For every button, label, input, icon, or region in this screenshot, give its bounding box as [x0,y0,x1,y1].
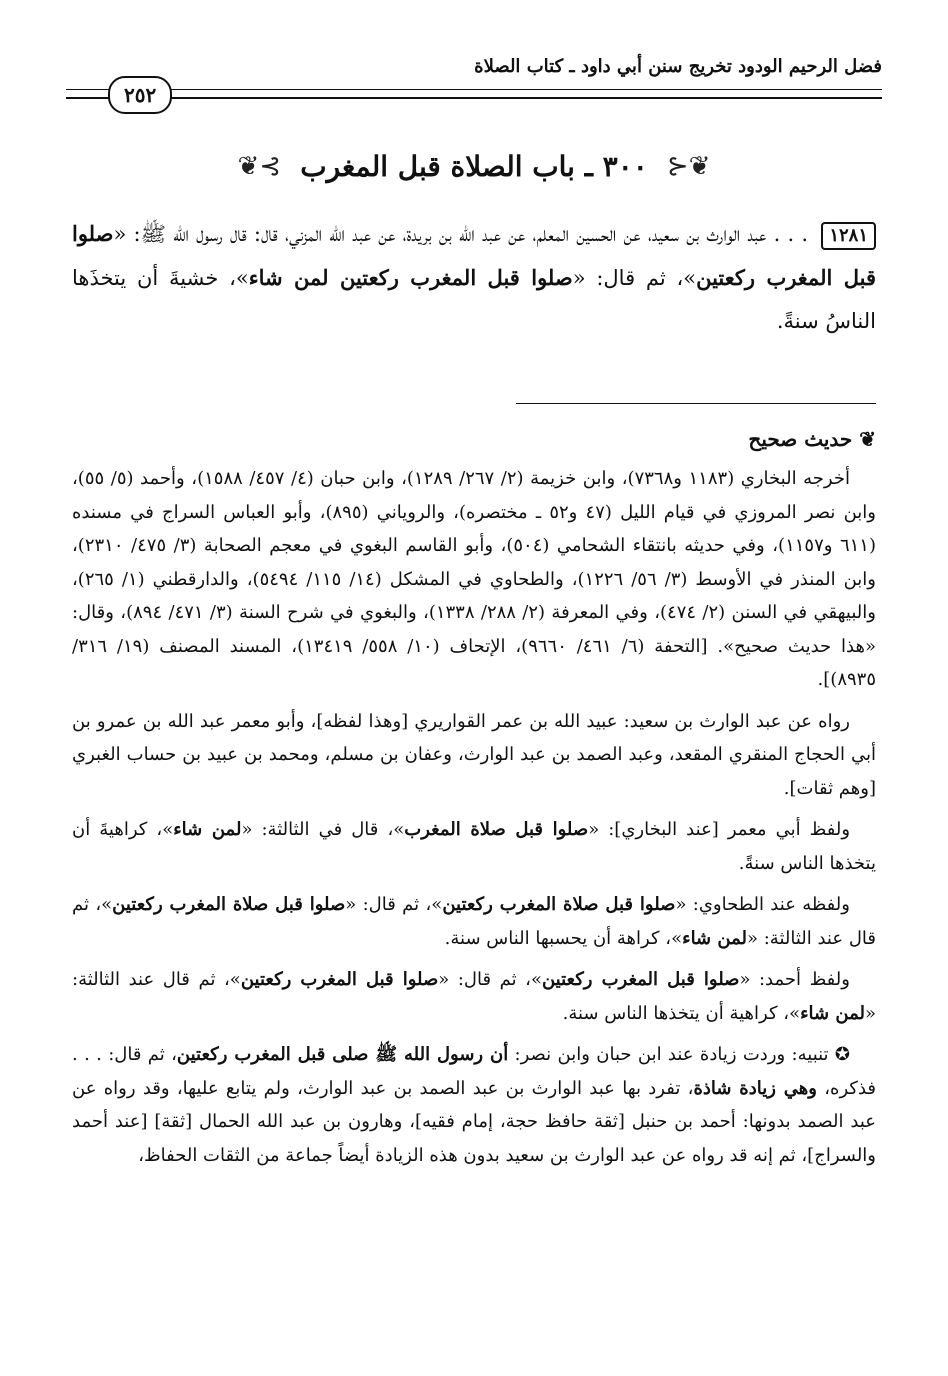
note-paragraph [72,1038,876,1172]
text-part: ولفظ أبي معمر [عند البخاري]: « [588,819,851,840]
hadith-part: »، خشيةَ أن يتخذَها الناسُ سنةً. [72,266,876,333]
wording-tahawi [72,888,876,955]
page-number: ٢٥٢ [108,76,172,114]
section-divider [516,403,876,404]
quote: لمن شاء [800,1002,865,1024]
quote: صلوا قبل المغرب ركعتين [240,969,439,990]
hadith-grade: ❦ حديث صحيح [748,427,876,451]
hadith-part: »، ثم قال: « [572,266,697,290]
commentary [72,420,876,1180]
text-part: »، ثم قال عند الثالثة: « [72,894,876,949]
quote: صلوا قبل صلاة المغرب ركعتين [112,894,346,915]
hadith-quote: صلوا قبل المغرب ركعتين [72,221,876,290]
text-part: »، كراهية أن يتخذها الناس سنة. [562,1002,801,1024]
header-rule [66,89,882,90]
wording-abu-mamar [72,813,876,880]
text-part: »، قال في الثالثة: « [241,819,405,840]
hadith-part: . . . عبد الوارث بن سعيد، عن الحسين المعلم، عن عبد الله بن بريدة، عن عبد الله المزني، قال: قال رسول الله ﷺ: « [113,222,816,246]
page-header [66,52,882,112]
ornament-left-icon: ⊱❦ [237,151,282,182]
chapter-heading [0,150,948,200]
hadith-number: ١٢٨١ [821,222,876,250]
text-part: »، كراهة أن يحسبها الناس سنة. [444,927,683,949]
hadith-quote: صلوا قبل المغرب ركعتين لمن شاء [248,265,573,290]
ornament-right-icon: ❦⊰ [666,151,711,182]
quote: وهي زيادة شاذة [693,1077,817,1099]
text-part: ولفظه عند الطحاوي: « [675,894,850,915]
text-part: ولفظ أحمد: « [739,969,850,990]
quote: أن رسول الله ﷺ صلى قبل المغرب ركعتين [176,1044,509,1065]
hadith-text [72,212,876,343]
chapter-title: ٣٠٠ ـ باب الصلاة قبل المغرب [300,150,648,183]
takhrij-paragraph: أخرجه البخاري (١١٨٣ و٧٣٦٨)، وابن خزيمة (٢/ ٢٦٧/ ١٢٨٩)، وابن حبان (٤/ ٤٥٧/ ١٥٨٨)، وأحمد (٥/ ٥٥)، وابن نصر المروزي في قيام الليل (٤٧ و٥٢ ـ مختصره)، والروياني (٨٩٥)، وأبو العباس السراج في مسنده (٦١١ و١١٥٧)، وفي حديثه بانتقاء الشحامي (٥٠٤)، وأبو القاسم البغوي في معجم الصحابة (٣/ ٤٧٥/ ٢٣١٠)، وابن المنذر في الأوسط (٣/ ٥٦/ ١٢٢٦)، والطحاوي في المشكل (١٤/ ١١٥/ ٥٤٩٤)، والدارقطني (١/ ٢٦٥)، والبيهقي في السنن (٢/ ٤٧٤)، وفي المعرفة (٢/ ٢٨٨/ ١٣٣٨)، والبغوي في شرح السنة (٣/ ٤٧١/ ٨٩٤)، وقال: «هذا حديث صحيح». [التحفة (٦/ ٤٦١/ ٩٦٦٠)، الإتحاف (١٠/ ٥٥٨/ ١٣٤١٩)، المسند المصنف (١٩/ ٣١٦/ ٨٩٣٥)]. [72,468,877,690]
running-title: فضل الرحيم الودود تخريج سنن أبي داود ـ كتاب الصلاة [474,56,882,77]
quote: صلوا قبل صلاة المغرب [404,819,589,840]
quote: صلوا قبل المغرب ركعتين [541,969,740,990]
hadith-paragraph [72,212,876,343]
quote: لمن شاء [682,927,747,949]
header-rule-double [66,97,882,99]
quote: صلوا قبل صلاة المغرب ركعتين [442,894,676,915]
text-part: »، ثم قال عند الثالثة: « [72,969,876,1024]
wording-ahmad [72,963,876,1030]
text-part: ✪ تنبيه: وردت زيادة عند ابن حبان وابن نصر: [508,1044,850,1065]
text-part: »، كراهيةَ أن يتخذها الناس سنةً. [72,819,876,874]
text-part: »، ثم قال: « [438,969,542,990]
text-part: ، ثم قال: . . . فذكره، [72,1044,876,1099]
text-part: ، تفرد بها عبد الوارث بن عبد الصمد بن عبد الوارث، ولم يتابع عليها، وقد رواه عن عبد الصمد بدونها: أحمد بن حنبل [ثقة حافظ حجة، إمام فقيه]، وهارون بن عبد الله الحمال [ثقة] [عند أحمد والسراج]، ثم إنه قد رواه عن عبد الوارث بن سعيد بدون هذه الزيادة أيضاً جماعة من الثقات الحفاظ، [72,1077,876,1166]
text-part: »، ثم قال: « [345,894,443,915]
quote: لمن شاء [173,819,242,840]
narrators-paragraph: رواه عن عبد الوارث بن سعيد: عبيد الله بن عمر القواريري [وهذا لفظه]، وأبو معمر عبد الله بن عمرو بن أبي الحجاج المنقري المقعد، وعبد الصمد بن عبد الوارث، وعفان بن مسلم، ومحمد بن عبيد بن حساب الغبري [وهم ثقات]. [72,710,876,799]
